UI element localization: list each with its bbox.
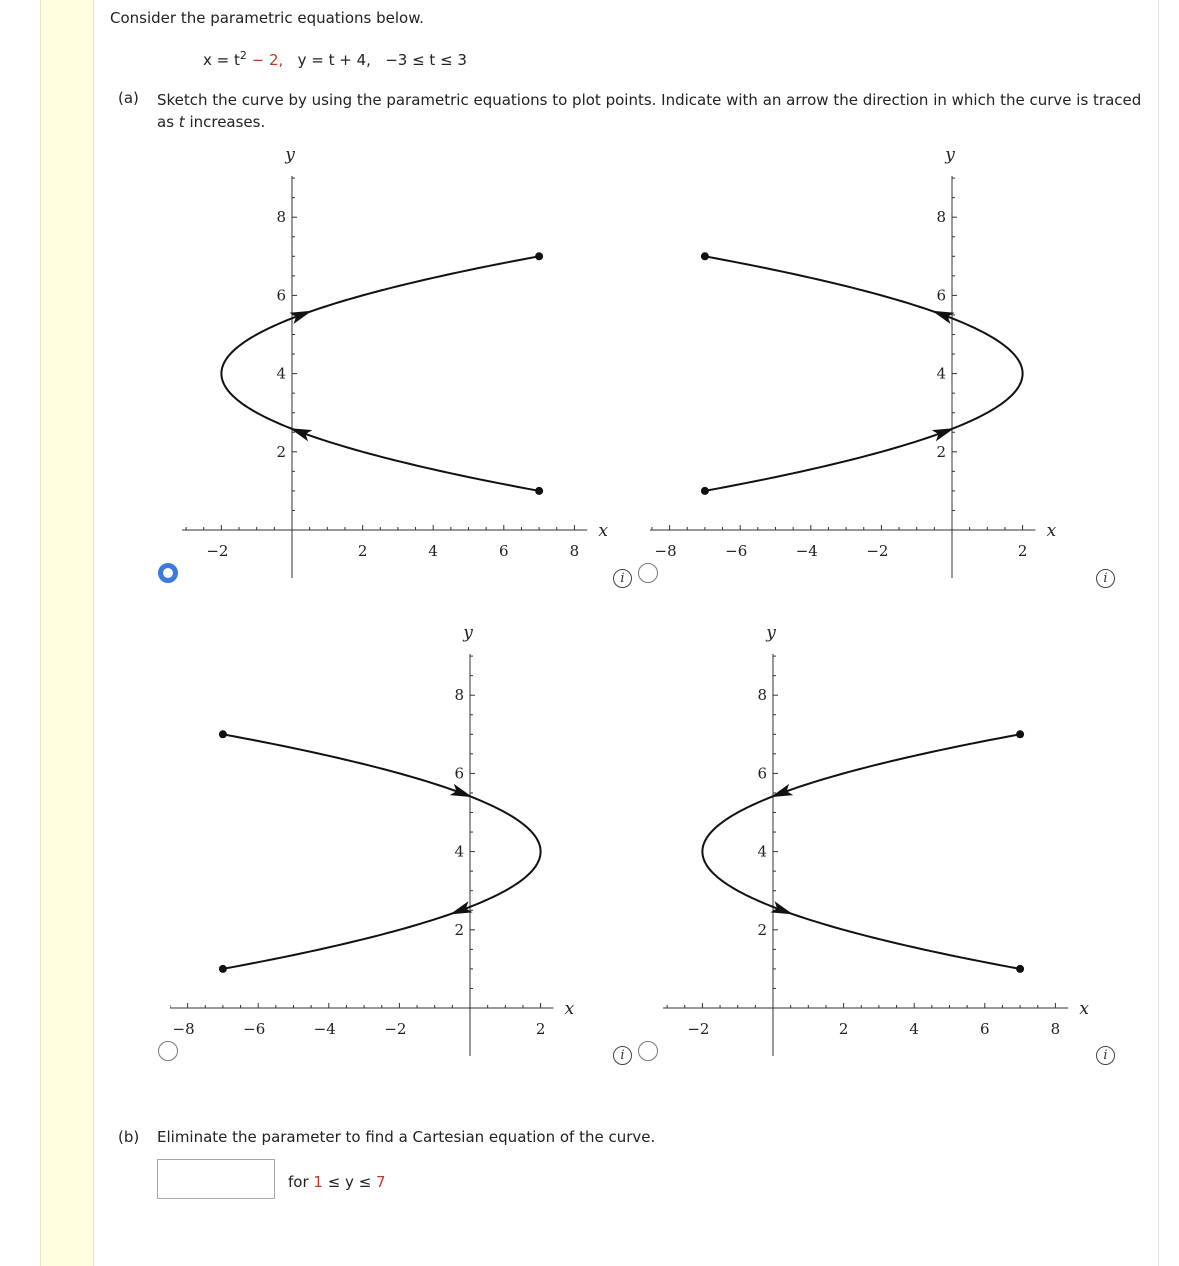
x-tick-label: 2: [1017, 542, 1028, 560]
x-tick-label: 2: [535, 1020, 546, 1038]
option-a-radio[interactable]: [158, 563, 178, 583]
y-tick-label: 2: [276, 442, 286, 461]
x-axis-label: x: [1046, 521, 1057, 541]
curve-endpoint: [701, 487, 709, 495]
y-tick-label: 8: [454, 686, 464, 705]
x-tick-label: −4: [313, 1020, 336, 1038]
part-a-question: [157, 89, 1147, 133]
direction-arrow: [289, 305, 314, 324]
y-tick-label: 6: [454, 764, 464, 783]
part-a-label: (a): [118, 89, 139, 107]
t-range: −3 ≤ t ≤ 3: [385, 51, 467, 69]
parametric-equations: [203, 49, 467, 69]
y-tick-label: 4: [936, 364, 946, 383]
x-tick-label: 6: [499, 542, 509, 560]
part-b-label: (b): [118, 1128, 140, 1146]
left-sidebar: [40, 0, 94, 1266]
curve-endpoint: [701, 252, 709, 260]
x-axis-label: x: [1079, 999, 1090, 1019]
y-max: 7: [376, 1173, 386, 1191]
y-tick-label: 8: [936, 208, 946, 227]
parametric-curve: [221, 256, 539, 491]
parametric-curve: [702, 734, 1020, 969]
y-tick-label: 8: [757, 686, 767, 705]
y-tick-label: 8: [276, 208, 286, 227]
x-tick-label: −4: [795, 542, 818, 560]
y-tick-label: 6: [276, 286, 286, 305]
x-tick-label: −2: [206, 542, 229, 560]
right-border: [1158, 0, 1159, 1266]
x-tick-label: 8: [1050, 1020, 1061, 1038]
y-axis-label: y: [766, 623, 776, 643]
info-icon[interactable]: i: [613, 1046, 632, 1065]
x-tick-label: −6: [725, 542, 748, 560]
part-b-question: Eliminate the parameter to find a Cartesian equation of the curve.: [157, 1128, 656, 1146]
curve-endpoint: [535, 487, 543, 495]
curve-endpoint: [535, 252, 543, 260]
info-icon[interactable]: i: [1096, 569, 1115, 588]
part-a-text: Sketch the curve by using the parametric equations to plot points. Indicate with an arrow the direction in which the curve is traced as: [157, 91, 1142, 131]
curve-endpoint: [1016, 965, 1024, 973]
cartesian-answer-input[interactable]: [157, 1159, 275, 1199]
option-c-radio[interactable]: [158, 1041, 178, 1061]
x-axis-label: x: [564, 999, 575, 1019]
x-tick-label: −2: [384, 1020, 407, 1038]
domain-restriction: [288, 1173, 386, 1191]
x-equation-rest: − 2,: [246, 51, 284, 69]
part-a-var: t: [178, 113, 185, 131]
option-d-graph: [650, 618, 1100, 1068]
option-b-radio[interactable]: [638, 563, 658, 583]
x-exponent: 2: [239, 49, 247, 62]
x-axis-label: x: [598, 521, 609, 541]
x-equation: x = t: [203, 51, 240, 69]
option-b-graph: [650, 140, 1100, 590]
direction-arrow: [768, 784, 793, 803]
info-icon[interactable]: i: [613, 569, 632, 588]
direction-arrow: [448, 901, 473, 920]
y-tick-label: 4: [757, 842, 767, 861]
y-tick-label: 2: [757, 920, 767, 939]
x-tick-label: 4: [428, 542, 438, 560]
x-tick-label: 2: [838, 1020, 849, 1038]
x-tick-label: −8: [172, 1020, 195, 1038]
x-tick-label: −2: [866, 542, 889, 560]
y-equation: y = t + 4,: [297, 51, 371, 69]
y-axis-label: y: [285, 145, 295, 165]
info-icon[interactable]: i: [1096, 1046, 1115, 1065]
y-axis-label: y: [463, 623, 473, 643]
y-min: 1: [313, 1173, 323, 1191]
y-tick-label: 6: [757, 764, 767, 783]
parametric-curve: [705, 256, 1023, 491]
x-tick-label: −6: [243, 1020, 266, 1038]
y-tick-label: 4: [454, 842, 464, 861]
x-tick-label: 6: [980, 1020, 990, 1038]
parametric-curve: [223, 734, 541, 969]
for-prefix: for: [288, 1173, 314, 1191]
x-tick-label: 4: [909, 1020, 919, 1038]
option-d-radio[interactable]: [638, 1041, 658, 1061]
direction-arrow: [770, 901, 795, 920]
for-mid: ≤ y ≤: [322, 1173, 377, 1191]
question-intro: Consider the parametric equations below.: [110, 9, 424, 27]
y-axis-label: y: [945, 145, 955, 165]
y-tick-label: 2: [936, 442, 946, 461]
option-c-graph: [170, 618, 620, 1068]
x-tick-label: 2: [357, 542, 368, 560]
y-tick-label: 6: [936, 286, 946, 305]
x-tick-label: 8: [569, 542, 580, 560]
part-a-text-end: increases.: [184, 113, 266, 131]
option-a-graph: [170, 140, 620, 590]
curve-endpoint: [219, 965, 227, 973]
y-tick-label: 4: [276, 364, 286, 383]
direction-arrow: [930, 305, 955, 324]
y-tick-label: 2: [454, 920, 464, 939]
direction-arrow: [287, 422, 312, 441]
x-tick-label: −2: [687, 1020, 710, 1038]
curve-endpoint: [1016, 730, 1024, 738]
x-tick-label: −8: [654, 542, 677, 560]
curve-endpoint: [219, 730, 227, 738]
